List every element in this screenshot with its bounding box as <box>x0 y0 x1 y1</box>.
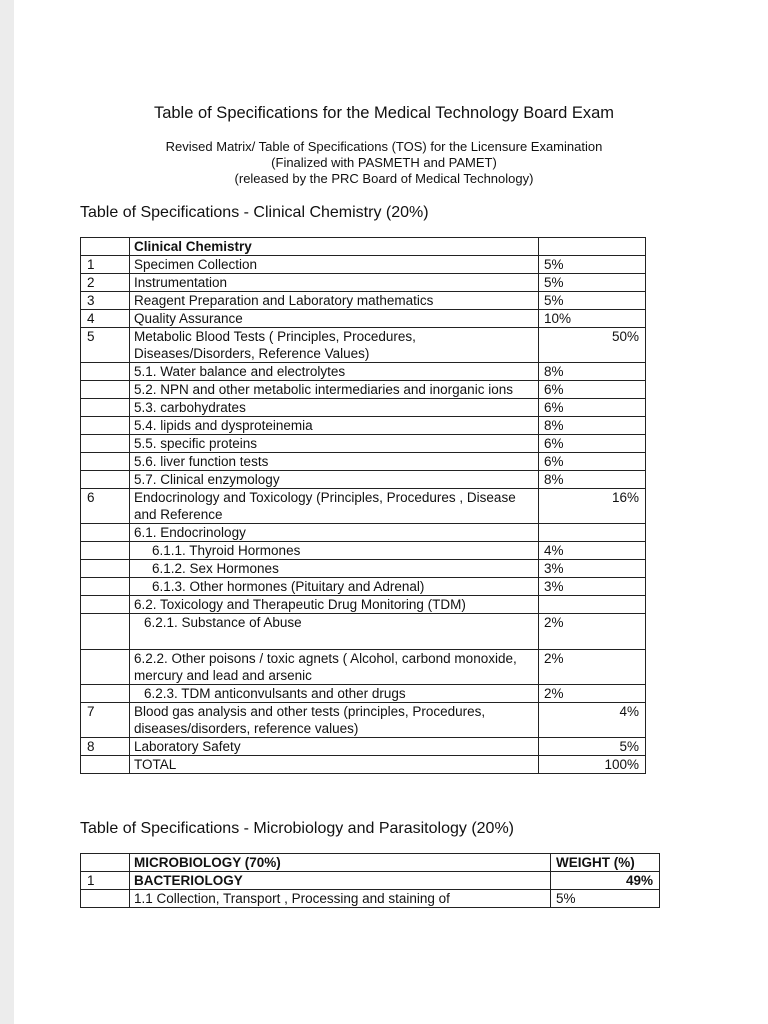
row-topic: 6.2. Toxicology and Therapeutic Drug Monitoring (TDM) <box>130 596 539 614</box>
row-number <box>81 417 130 435</box>
row-number <box>81 471 130 489</box>
row-topic: 5.4. lipids and dysproteinemia <box>130 417 539 435</box>
row-number: 7 <box>81 703 130 738</box>
row-topic: 6.1.2. Sex Hormones <box>130 560 539 578</box>
row-weight <box>539 596 646 614</box>
table-header-row <box>81 238 646 256</box>
row-number: 6 <box>81 489 130 524</box>
row-weight: 5% <box>551 890 660 908</box>
table-cell <box>81 238 130 256</box>
table-row <box>81 274 646 292</box>
table-header-cell: MICROBIOLOGY (70%) <box>130 854 551 872</box>
row-number <box>81 381 130 399</box>
row-topic: 5.7. Clinical enzymology <box>130 471 539 489</box>
document-title: Table of Specifications for the Medical Technology Board Exam <box>153 104 615 122</box>
row-number: 4 <box>81 310 130 328</box>
row-number <box>81 685 130 703</box>
row-number: 8 <box>81 738 130 756</box>
row-topic: TOTAL <box>130 756 539 774</box>
table-row <box>81 578 646 596</box>
table-cell <box>539 238 646 256</box>
table-row <box>81 489 646 524</box>
row-number <box>81 578 130 596</box>
row-number: 1 <box>81 872 130 890</box>
row-topic: 6.1. Endocrinology <box>130 524 539 542</box>
row-weight: 3% <box>539 560 646 578</box>
row-number: 5 <box>81 328 130 363</box>
row-weight: 5% <box>539 738 646 756</box>
row-number <box>81 363 130 381</box>
row-weight: 49% <box>551 872 660 890</box>
chemistry-section-heading: Table of Specifications - Clinical Chemistry (20%) <box>80 204 429 221</box>
subtitle-line-2: (Finalized with PASMETH and PAMET) <box>271 155 497 170</box>
row-number <box>81 435 130 453</box>
weight-header-cell: WEIGHT (%) <box>551 854 660 872</box>
row-topic: Instrumentation <box>130 274 539 292</box>
row-number <box>81 596 130 614</box>
row-weight: 50% <box>539 328 646 363</box>
row-topic: Endocrinology and Toxicology (Principles, Procedures , Disease and Reference <box>130 489 539 524</box>
row-topic: 5.2. NPN and other metabolic intermediaries and inorganic ions <box>130 381 539 399</box>
table-header-cell: Clinical Chemistry <box>130 238 539 256</box>
row-number: 3 <box>81 292 130 310</box>
table-row <box>81 399 646 417</box>
row-topic: BACTERIOLOGY <box>130 872 551 890</box>
table-row <box>81 685 646 703</box>
row-weight: 5% <box>539 274 646 292</box>
row-weight: 4% <box>539 703 646 738</box>
row-topic: Quality Assurance <box>130 310 539 328</box>
row-topic: 6.2.1. Substance of Abuse <box>130 614 539 650</box>
microbiology-section-heading: Table of Specifications - Microbiology and Parasitology (20%) <box>80 820 514 837</box>
row-number <box>81 542 130 560</box>
table-row <box>81 417 646 435</box>
row-number <box>81 453 130 471</box>
row-topic: 5.6. liver function tests <box>130 453 539 471</box>
table-row <box>81 890 660 908</box>
table-total-row <box>81 756 646 774</box>
table-row <box>81 650 646 685</box>
row-weight: 5% <box>539 292 646 310</box>
row-number <box>81 650 130 685</box>
row-topic: 5.1. Water balance and electrolytes <box>130 363 539 381</box>
subtitle-line-1: Revised Matrix/ Table of Specifications (TOS) for the Licensure Examination <box>165 139 603 154</box>
row-topic: Specimen Collection <box>130 256 539 274</box>
row-weight: 10% <box>539 310 646 328</box>
table-row <box>81 471 646 489</box>
table-row <box>81 614 646 650</box>
table-row <box>81 328 646 363</box>
row-topic: 6.1.1. Thyroid Hormones <box>130 542 539 560</box>
row-weight: 5% <box>539 256 646 274</box>
row-weight: 8% <box>539 417 646 435</box>
row-topic: Blood gas analysis and other tests (principles, Procedures, diseases/disorders, reference values) <box>130 703 539 738</box>
row-weight: 6% <box>539 381 646 399</box>
table-row <box>81 363 646 381</box>
row-weight: 8% <box>539 363 646 381</box>
row-topic: 6.2.2. Other poisons / toxic agnets ( Alcohol, carbond monoxide, mercury and lead and arsenic <box>130 650 539 685</box>
row-topic: 5.3. carbohydrates <box>130 399 539 417</box>
table-row <box>81 703 646 738</box>
row-weight: 6% <box>539 399 646 417</box>
row-weight: 4% <box>539 542 646 560</box>
table-row <box>81 256 646 274</box>
subtitle-line-3: (released by the PRC Board of Medical Technology) <box>234 171 534 186</box>
row-weight: 100% <box>539 756 646 774</box>
table-row <box>81 453 646 471</box>
row-topic: 6.2.3. TDM anticonvulsants and other drugs <box>130 685 539 703</box>
row-weight: 6% <box>539 453 646 471</box>
table-header-row <box>81 854 660 872</box>
table-row <box>81 872 660 890</box>
row-weight: 6% <box>539 435 646 453</box>
table-row <box>81 435 646 453</box>
row-topic: 6.1.3. Other hormones (Pituitary and Adrenal) <box>130 578 539 596</box>
chemistry-table <box>80 237 646 774</box>
row-weight: 2% <box>539 685 646 703</box>
row-number <box>81 890 130 908</box>
row-weight: 2% <box>539 650 646 685</box>
row-number: 1 <box>81 256 130 274</box>
row-topic: Reagent Preparation and Laboratory mathematics <box>130 292 539 310</box>
table-row <box>81 542 646 560</box>
table-row <box>81 381 646 399</box>
microbiology-table <box>80 853 660 908</box>
row-number <box>81 399 130 417</box>
row-topic: Laboratory Safety <box>130 738 539 756</box>
table-row <box>81 310 646 328</box>
row-topic: 5.5. specific proteins <box>130 435 539 453</box>
row-topic: 1.1 Collection, Transport , Processing and staining of <box>130 890 551 908</box>
row-number <box>81 614 130 650</box>
row-weight: 16% <box>539 489 646 524</box>
row-weight: 2% <box>539 614 646 650</box>
row-number <box>81 524 130 542</box>
table-cell <box>81 854 130 872</box>
table-row <box>81 292 646 310</box>
table-row <box>81 560 646 578</box>
table-row <box>81 524 646 542</box>
row-weight <box>539 524 646 542</box>
row-number <box>81 560 130 578</box>
table-row <box>81 738 646 756</box>
row-number: 2 <box>81 274 130 292</box>
row-weight: 8% <box>539 471 646 489</box>
row-number <box>81 756 130 774</box>
row-weight: 3% <box>539 578 646 596</box>
table-row <box>81 596 646 614</box>
row-topic: Metabolic Blood Tests ( Principles, Procedures, Diseases/Disorders, Reference Values) <box>130 328 539 363</box>
